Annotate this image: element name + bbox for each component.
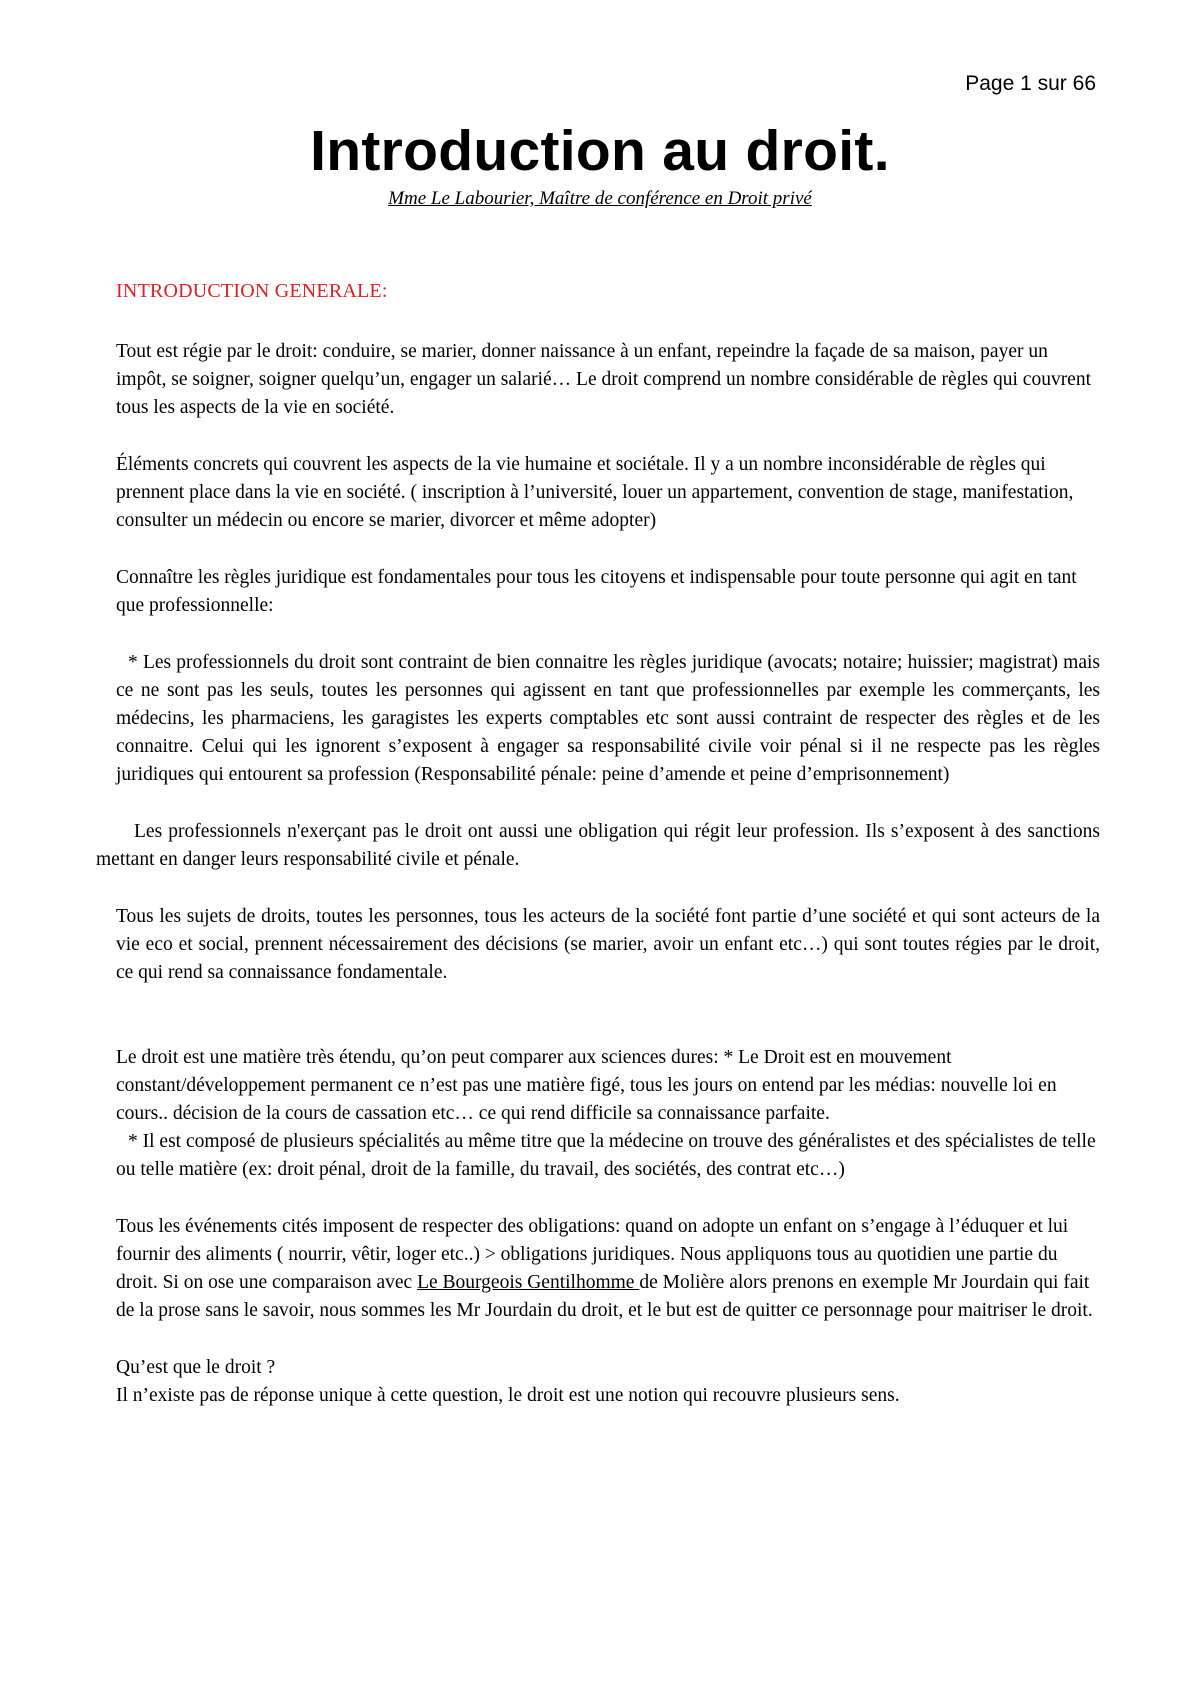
paragraph-4: * Les professionnels du droit sont contraint de bien connaitre les règles juridique (avocats; notaire; huissier; magistrat) mais ce ne sont pas les seuls, toutes les personnes qui agissent en tant que professionnelles par exemple les commerçants, les médecins, les pharmaciens, les garagistes les experts comptables etc sont aussi contraint de respecter des règles et de les connaitre. Celui qui les ignorent s’exposent à engager sa responsabilité civile voir pénal si il ne respecte pas les règles juridiques qui entourent sa profession (Responsabilité pénale: peine d’amende et peine d’emprisonnement) [116,652,1100,785]
paragraph-11: Il n’existe pas de réponse unique à cette question, le droit est une notion qui recouvre plusieurs sens. [116,1385,900,1406]
book-title-underlined: Le Bourgeois Gentilhomme [417,1272,640,1293]
document-body [96,338,1100,1439]
paragraph-9-text-end: de Molière alors prenons en exemple Mr Jourdain qui fait de la prose sans le savoir, nous sommes les Mr Jourdain du droit, et le but est de quitter ce personnage pour maitriser le droit. [116,1272,1093,1321]
section-heading: INTRODUCTION GENERALE: [116,280,388,302]
paragraph-2: Éléments concrets qui couvrent les aspects de la vie humaine et sociétale. Il y a un nombre inconsidérable de règles qui prennent place dans la vie en société. ( inscription à l’université, louer un appartement, convention de stage, manifestation, consulter un médecin ou encore se marier, divorcer et même adopter) [116,454,1074,531]
question-line: Qu’est que le droit ? [116,1357,276,1378]
paragraph-8: * Il est composé de plusieurs spécialités au même titre que la médecine on trouve des généralistes et des spécialistes de telle ou telle matière (ex: droit pénal, droit de la famille, du travail, des sociétés, des contrat etc…) [116,1131,1096,1180]
document-title: Introduction au droit. [310,119,890,183]
paragraph-1: Tout est régie par le droit: conduire, se marier, donner naissance à un enfant, repeindre la façade de sa maison, payer un impôt, se soigner, soigner quelqu’un, engager un salarié… Le droit comprend un nombre considérable de règles qui couvrent tous les aspects de la vie en société. [116,341,1092,418]
paragraph-3: Connaître les règles juridique est fondamentales pour tous les citoyens et indispensable pour toute personne qui agit en tant que professionnelle: [116,567,1077,616]
paragraph-7: Le droit est une matière très étendu, qu’on peut comparer aux sciences dures: * Le Droit est en mouvement constant/développement permanent ce n’est pas une matière figé, tous les jours on entend par les médias: nouvelle loi en cours.. décision de la cours de cassation etc… ce qui rend difficile sa connaissance parfaite. [116,1047,1057,1124]
author-subtitle: Mme Le Labourier, Maître de conférence en Droit privé [388,188,812,209]
paragraph-9 [116,1213,1100,1325]
paragraph-6: Tous les sujets de droits, toutes les personnes, tous les acteurs de la société font partie d’une société et qui sont acteurs de la vie eco et social, prennent nécessairement des décisions (se marier, avoir un enfant etc…) qui sont toutes régies par le droit, ce qui rend sa connaissance fondamentale. [116,906,1100,983]
page-number: Page 1 sur 66 [965,72,1096,95]
spacer [116,1016,1100,1044]
paragraph-9-text: Tous les événements cités imposent de respecter des obligations: quand on adopte un enfant on s’engage à l’éduquer et lui fournir des aliments ( nourrir, vêtir, loger etc..) > obligations juridiques. Nous appliquons tous au quotidien une partie du droit. Si on ose une comparaison avec [116,1216,1069,1293]
paragraph-5: Les professionnels n'exerçant pas le droit ont aussi une obligation qui régit leur profession. Ils s’exposent à des sanctions mettant en danger leurs responsabilité civile et pénale. [96,821,1100,870]
